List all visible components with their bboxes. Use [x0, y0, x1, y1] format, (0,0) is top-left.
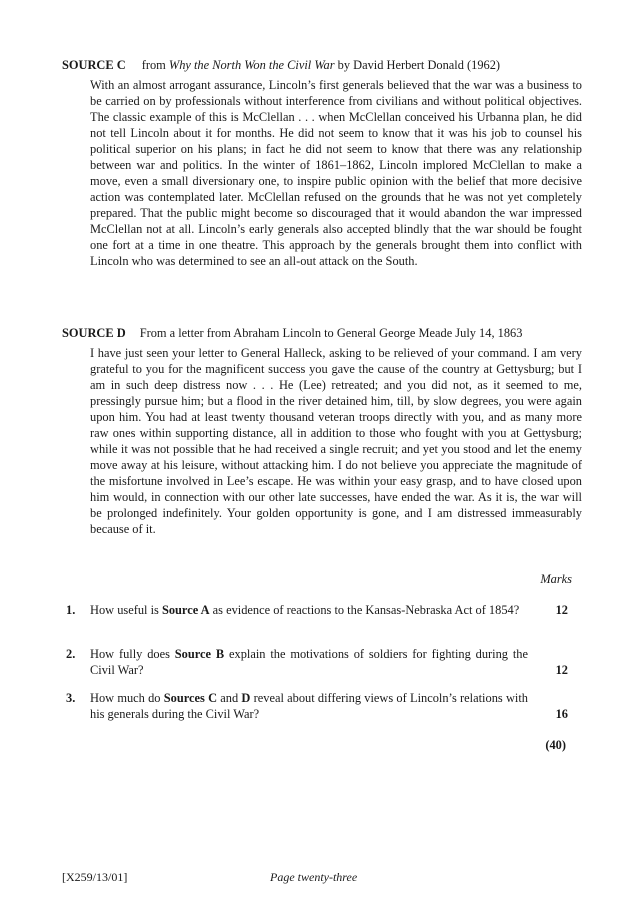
- question-marks: 12: [555, 603, 568, 617]
- question-number: 1.: [66, 603, 76, 617]
- source-d-block: [62, 325, 582, 537]
- question-text-part: explain the motivations of soldiers for fighting during the Civil War?: [90, 647, 528, 677]
- total-marks: (40): [545, 738, 566, 752]
- question-text-part: reveal about differing views of Lincoln’s relations with his generals during the Civil War?: [90, 691, 528, 721]
- question-text-part: and: [217, 691, 242, 705]
- question-text: [90, 646, 568, 678]
- question-source-ref: Source A: [161, 603, 210, 617]
- question-marks: 12: [555, 663, 568, 677]
- source-c-text: With an almost arrogant assurance, Lincoln’s first generals believed that the war was a business to be carried on by professionals without interference from civilians and without political objectives. The classic example of this is McClellan . . . when McClellan conceived his Urbanna plan, he did not tell Lincoln about it for months. He did not seem to know that it was his job to counsel his political superior on his plans; in fact he did not seem to know that there was any relationship between war and politics. In the winter of 1861–1862, Lincoln implored McClellan to make a move, even a small diversionary one, to inspire public opinion with the belief that more decisive action was contemplated later. McClellan refused on the grounds that he was not yet completely prepared. That the public might become so discouraged that it would abandon the war impressed McClellan not at all. Lincoln’s early generals also accepted blindly that the war should be fought one fort at a time in one theatre. This approach by the generals brought them into conflict with Lincoln who was determined to see an all-out attack on the South.: [90, 78, 582, 268]
- source-c-book-title: Why the North Won the Civil War: [168, 58, 335, 72]
- source-c-description: [126, 57, 582, 73]
- source-c-heading: [62, 57, 582, 73]
- marks-column-label: Marks: [540, 572, 572, 586]
- source-d-description: From a letter from Abraham Lincoln to General George Meade July 14, 1863: [139, 326, 523, 340]
- source-c-author: by David Herbert Donald (1962): [334, 58, 501, 72]
- source-c-label: SOURCE C: [62, 58, 126, 72]
- question-number: 2.: [66, 647, 76, 661]
- question-source-ref: Source B: [174, 647, 225, 661]
- question-source-ref: Sources C: [163, 691, 218, 705]
- question-text: [90, 690, 568, 722]
- source-d-text: I have just seen your letter to General Halleck, asking to be relieved of your command. I am very grateful to you for the magnificent success you gave the cause of the country at Gettysburg; but I am in such deep distress now . . . He (Lee) retreated; and you did not, as it seemed to me, pressingly pursue him; but a flood in the river detained him, till, by slow degrees, you were again upon him. You had at least twenty thousand veteran troops directly with you, and as many more raw ones within supporting distance, all in addition to those who fought with you at Gettysburg; while it was not possible that he had received a single recruit; and yet you stood and let the enemy move away at his leisure, without attacking him. I do not believe you appreciate the magnitude of the misfortune involved in Lee’s escape. He was within your easy grasp, and to have closed upon him would, in connection with our other late successes, have ended the war. As it is, the war will be prolonged indefinitely. Your golden opportunity is gone, and I am distressed immeasurably because of it.: [90, 346, 582, 536]
- paper-code: [X259/13/01]: [62, 870, 128, 884]
- question-source-ref: D: [241, 691, 251, 705]
- question-number: 3.: [66, 691, 76, 705]
- question-text-part: How useful is: [90, 603, 162, 617]
- question-text: [90, 602, 568, 618]
- question-marks: 16: [555, 707, 568, 721]
- question-1: [66, 602, 568, 618]
- source-c-block: [62, 57, 582, 269]
- source-d-heading: [62, 325, 582, 341]
- question-2: [66, 646, 568, 678]
- question-3: [66, 690, 568, 722]
- question-text-part: as evidence of reactions to the Kansas-Nebraska Act of 1854?: [209, 603, 520, 617]
- source-c-from: from: [141, 58, 169, 72]
- page-number: Page twenty-three: [270, 870, 358, 884]
- question-text-part: How fully does: [90, 647, 175, 661]
- question-text-part: How much do: [90, 691, 164, 705]
- source-d-label: SOURCE D: [62, 326, 126, 340]
